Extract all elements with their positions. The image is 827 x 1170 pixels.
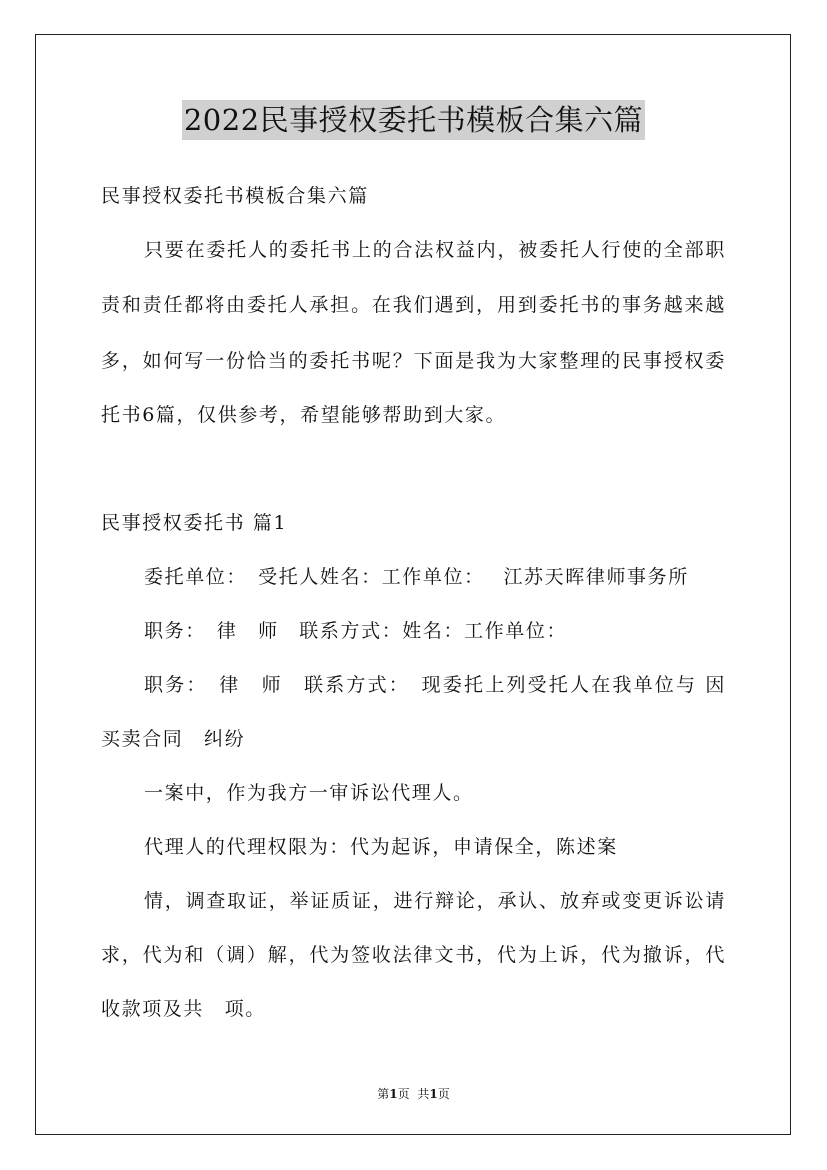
intro-line-4: 托书6篇，仅供参考，希望能够帮助到大家。 xyxy=(101,404,507,426)
footer-total-prefix: 共 xyxy=(417,1087,430,1101)
body-line-2: 职务： 律 师 联系方式：姓名：工作单位： xyxy=(144,620,568,642)
intro-line-3: 多，如何写一份恰当的委托书呢？下面是我为大家整理的民事授权委 xyxy=(101,350,726,372)
body-line-9: 收款项及共 项。 xyxy=(101,998,266,1020)
body-line-7: 情，调查取证，举证质证，进行辩论，承认、放弃或变更诉讼请 xyxy=(144,890,726,912)
body-line-3: 职务： 律 师 联系方式： 现委托上列受托人在我单位与 因 xyxy=(144,674,726,696)
footer-page-prefix: 第 xyxy=(377,1087,390,1101)
body-line-1: 委托单位： 受托人姓名：工作单位： 江苏天晖律师事务所 xyxy=(144,566,689,588)
section-heading: 民事授权委托书 篇1 xyxy=(101,512,288,534)
footer-page-suffix: 页 xyxy=(397,1087,410,1101)
footer-total-number: 1 xyxy=(429,1087,438,1101)
body-line-5: 一案中，作为我方一审诉讼代理人。 xyxy=(144,782,474,804)
subtitle: 民事授权委托书模板合集六篇 xyxy=(101,185,369,207)
document-title: 2022民事授权委托书模板合集六篇 xyxy=(182,100,645,140)
intro-line-2: 责和责任都将由委托人承担。在我们遇到，用到委托书的事务越来越 xyxy=(101,294,726,316)
body-line-8: 求，代为和（调）解，代为签收法律文书，代为上诉，代为撤诉，代 xyxy=(101,944,726,966)
footer-page-number: 1 xyxy=(389,1087,398,1101)
footer-total-suffix: 页 xyxy=(437,1087,450,1101)
intro-line-1: 只要在委托人的委托书上的合法权益内，被委托人行使的全部职 xyxy=(144,239,726,261)
body-line-6: 代理人的代理权限为：代为起诉，申请保全，陈述案 xyxy=(144,836,618,858)
body-line-4: 买卖合同 纠纷 xyxy=(101,728,246,750)
page-footer xyxy=(0,1085,827,1102)
title-block xyxy=(0,100,827,140)
